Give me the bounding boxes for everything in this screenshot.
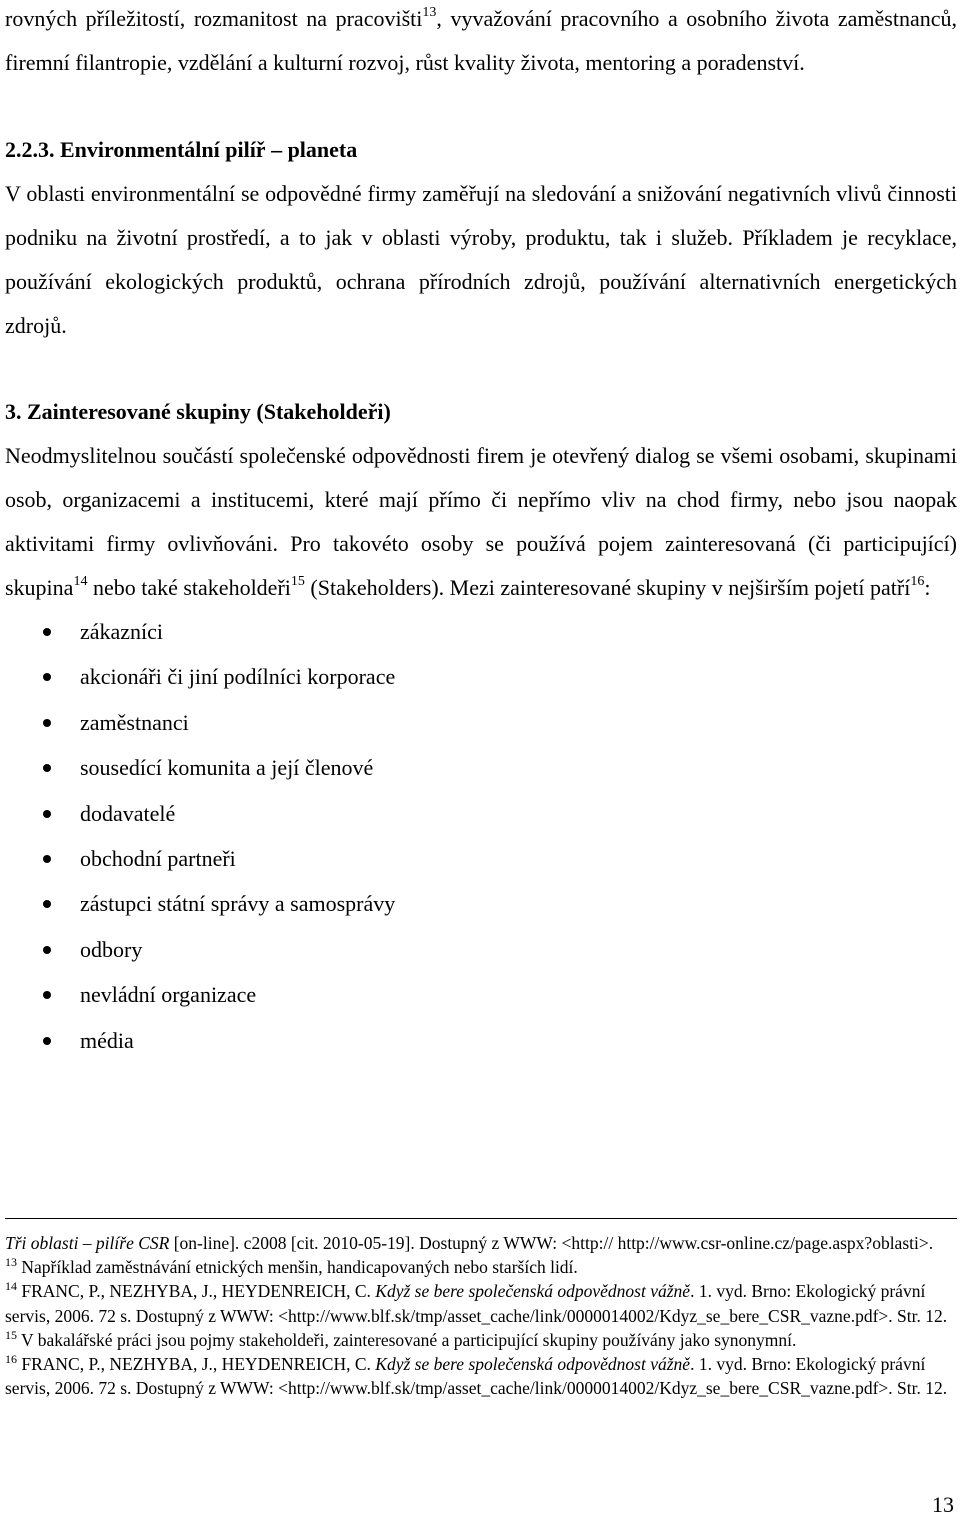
bullet-icon xyxy=(43,855,51,863)
list-item: zákazníci xyxy=(5,609,957,654)
list-item: dodavatelé xyxy=(5,791,957,836)
stakeholder-list xyxy=(5,609,957,1063)
heading-text: Environmentální pilíř – planeta xyxy=(60,137,358,162)
list-item: sousedící komunita a její členové xyxy=(5,745,957,790)
list-item: média xyxy=(5,1018,957,1063)
intro-paragraph xyxy=(5,0,957,85)
footnote-15: $^{15}$ V bakalářské práci jsou pojmy stakeholdeři, zainteresované a participující skupiny používány jako synonymní. xyxy=(5,1327,797,1350)
document-page xyxy=(5,0,957,1063)
section-heading-3: 3. Zainteresované skupiny (Stakeholdeři) xyxy=(5,399,391,424)
footnote-continued: Tři oblasti – pilíře CSR [on-line]. c2008 [cit. 2010-05-19]. Dostupný z WWW: <http:// http://www.csr-online.cz/page.aspx?oblasti>. xyxy=(5,1233,934,1253)
bullet-icon xyxy=(43,946,51,954)
footnote-16: $^{16}$ FRANC, P., NEZHYBA, J., HEYDENREICH, C. Když se bere společenská odpovědnost vážně. 1. vyd. Brno: Ekologický právní servis, 2006. 72 s. Dostupný z WWW: <http://www.blf.sk/tmp/asset_cache/link/0000014002/Kdyz_se_bere_CSR_vazne.pdf>. Str. 12. xyxy=(5,1352,948,1399)
bullet-icon xyxy=(43,719,51,727)
intro-text-continued: , vyvažování pracovního a osobního života zaměstnanců, firemní filantropie, vzdělání a kulturní rozvoj, růst kvality života, mentoring a poradenství. xyxy=(5,6,957,75)
list-item: odbory xyxy=(5,927,957,972)
list-item: zaměstnanci xyxy=(5,700,957,745)
footnote-13: $^{13}$ Například zaměstnávání etnických menšin, handicapovaných nebo starších lidí. xyxy=(5,1255,578,1278)
heading-number: 2.2.3. xyxy=(5,137,55,162)
stakeholders-text: Neodmyslitelnou součástí společenské odpovědnosti firem je otevřený dialog se všemi osobami, skupinami osob, organizacemi a institucemi, které mají přímo či nepřímo vliv na chod firmy, nebo jsou naopak aktivitami firmy ovlivňováni. Pro takovéto osoby se používá pojem zainteresovaná (či participující) skupina xyxy=(5,443,957,600)
footnote-divider xyxy=(5,1218,957,1219)
stakeholders-text-3: (Stakeholders). Mezi zainteresované skupiny v nejširším pojetí patří xyxy=(304,575,911,600)
bullet-icon xyxy=(43,1037,51,1045)
bullet-icon xyxy=(43,900,51,908)
intro-text: rovných příležitostí, rozmanitost na pracovišti xyxy=(5,6,423,31)
footnotes xyxy=(5,1231,957,1400)
bullet-icon xyxy=(43,991,51,999)
page-number: 13 xyxy=(932,1492,954,1517)
list-item: zástupci státní správy a samosprávy xyxy=(5,881,957,926)
bullet-icon xyxy=(43,810,51,818)
environmental-paragraph: V oblasti environmentální se odpovědné firmy zaměřují na sledování a snižování negativních vlivů činnosti podniku na životní prostředí, a to jak v oblasti výroby, produktu, tak i služeb. Příkladem je recyklace, používání ekologických produktů, ochrana přírodních zdrojů, používání alternativních energetických zdrojů. xyxy=(5,181,957,338)
bullet-icon xyxy=(43,764,51,772)
bullet-icon xyxy=(43,673,51,681)
stakeholders-paragraph xyxy=(5,434,957,610)
list-item: nevládní organizace xyxy=(5,972,957,1017)
footnote-ref-13: 13 xyxy=(422,5,437,20)
stakeholders-text-2: nebo také stakeholdeři xyxy=(87,575,291,600)
section-heading-2-2-3 xyxy=(5,128,957,172)
stakeholders-text-4: : xyxy=(924,575,931,600)
bullet-icon xyxy=(43,628,51,636)
list-item: akcionáři či jiní podílníci korporace xyxy=(5,654,957,699)
footnote-ref-15: 15 xyxy=(290,574,305,589)
footnote-ref-14: 14 xyxy=(73,574,88,589)
list-item: obchodní partneři xyxy=(5,836,957,881)
footnote-ref-16: 16 xyxy=(910,574,925,589)
footnote-14: $^{14}$ FRANC, P., NEZHYBA, J., HEYDENREICH, C. Když se bere společenská odpovědnost vážně. 1. vyd. Brno: Ekologický právní servis, 2006. 72 s. Dostupný z WWW: <http://www.blf.sk/tmp/asset_cache/link/0000014002/Kdyz_se_bere_CSR_vazne.pdf>. Str. 12. xyxy=(5,1279,948,1326)
